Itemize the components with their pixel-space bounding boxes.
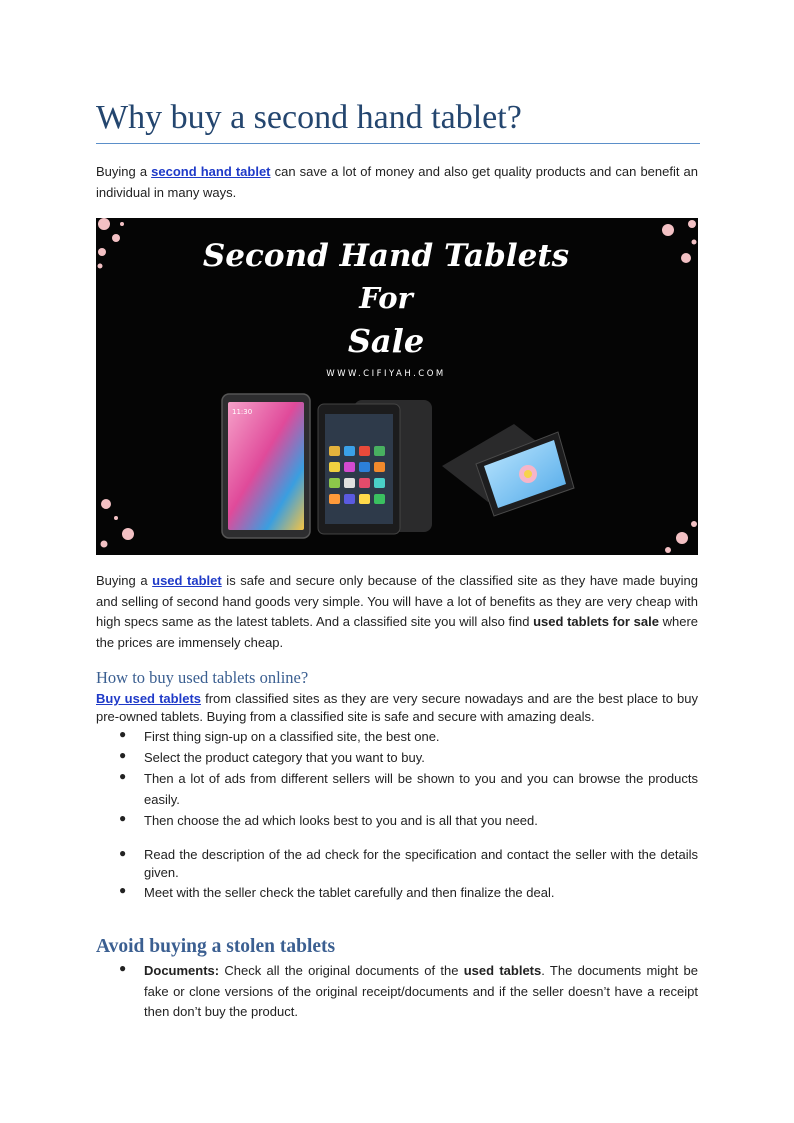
list-item-text: Read the description of the ad check for the specification and contact the seller with the details given.	[144, 847, 698, 880]
para2-text-2: is safe and secure only because of the classified site as they have made buying and selling of second hand goods very simple. You will have a lot of benefits as they are very cheap with high specs same as the latest tablets. And a classified site you will also find	[96, 573, 698, 629]
list-item-text: Then a lot of ads from different sellers will be shown to you and you can browse the products easily.	[144, 771, 698, 807]
intro-text-2: can save a lot of money and also get quality products and can benefit an individual in many ways.	[96, 164, 699, 200]
banner-url: WWW.CIFIYAH.COM	[326, 369, 446, 379]
para2-text-1: Buying a	[96, 573, 153, 588]
buy-used-tablets-link[interactable]: Buy used tablets	[96, 691, 201, 706]
section-heading-avoid-stolen: Avoid buying a stolen tablets	[96, 936, 336, 957]
bullet-icon: ●	[119, 811, 127, 825]
tablet-1-icon	[222, 394, 310, 538]
intro-text-1: Buying a	[96, 164, 152, 179]
bullet-icon: ●	[119, 846, 127, 860]
bullet-icon: ●	[119, 769, 127, 783]
banner-line2: For	[359, 281, 413, 315]
bullet-icon: ●	[119, 883, 127, 897]
tablet-2-icon	[318, 404, 400, 534]
list-item-text: Select the product category that you want to buy.	[144, 750, 425, 765]
banner-image	[96, 218, 698, 555]
banner-line1: Second Hand Tablets	[202, 238, 570, 274]
tablet-clock: 11:30	[232, 408, 253, 416]
banner-line3: Sale	[347, 322, 425, 360]
section1-paragraph	[96, 690, 698, 726]
bullet-icon: ●	[119, 727, 127, 741]
list-item-text: Then choose the ad which looks best to you and is all that you need.	[144, 813, 538, 828]
para-used-tablet	[96, 571, 698, 653]
intro-paragraph	[96, 162, 698, 203]
list-item-text	[144, 961, 698, 1023]
para2-text-3: where the prices are immensely cheap.	[96, 614, 698, 650]
banner-graphic	[96, 218, 698, 555]
documents-text-1: Check all the original documents of the	[219, 963, 464, 978]
bullet-icon: ●	[119, 961, 127, 975]
documents-text-2: . The documents might be fake or clone versions of the original receipt/documents and if the seller doesn’t have a receipt then don’t buy the product.	[144, 963, 698, 1019]
list-item-text: First thing sign-up on a classified site, the best one.	[144, 729, 440, 744]
documents-label: Documents:	[144, 963, 220, 978]
documents-bold: used tablets	[463, 963, 542, 978]
list-item-text: Meet with the seller check the tablet carefully and then finalize the deal.	[144, 885, 555, 900]
section1-text: from classified sites as they are very secure nowadays and are the best place to buy pre-owned tablets. Buying from a classified site is safe and secure with amazing deals.	[96, 691, 698, 724]
bullet-icon: ●	[119, 748, 127, 762]
para2-bold: used tablets for sale	[533, 614, 659, 629]
second-hand-tablet-link[interactable]: second hand tablet	[151, 164, 271, 179]
used-tablet-link[interactable]: used tablet	[152, 573, 222, 588]
page-title: Why buy a second hand tablet?	[96, 96, 700, 144]
section-heading-how-to-buy: How to buy used tablets online?	[96, 668, 309, 687]
